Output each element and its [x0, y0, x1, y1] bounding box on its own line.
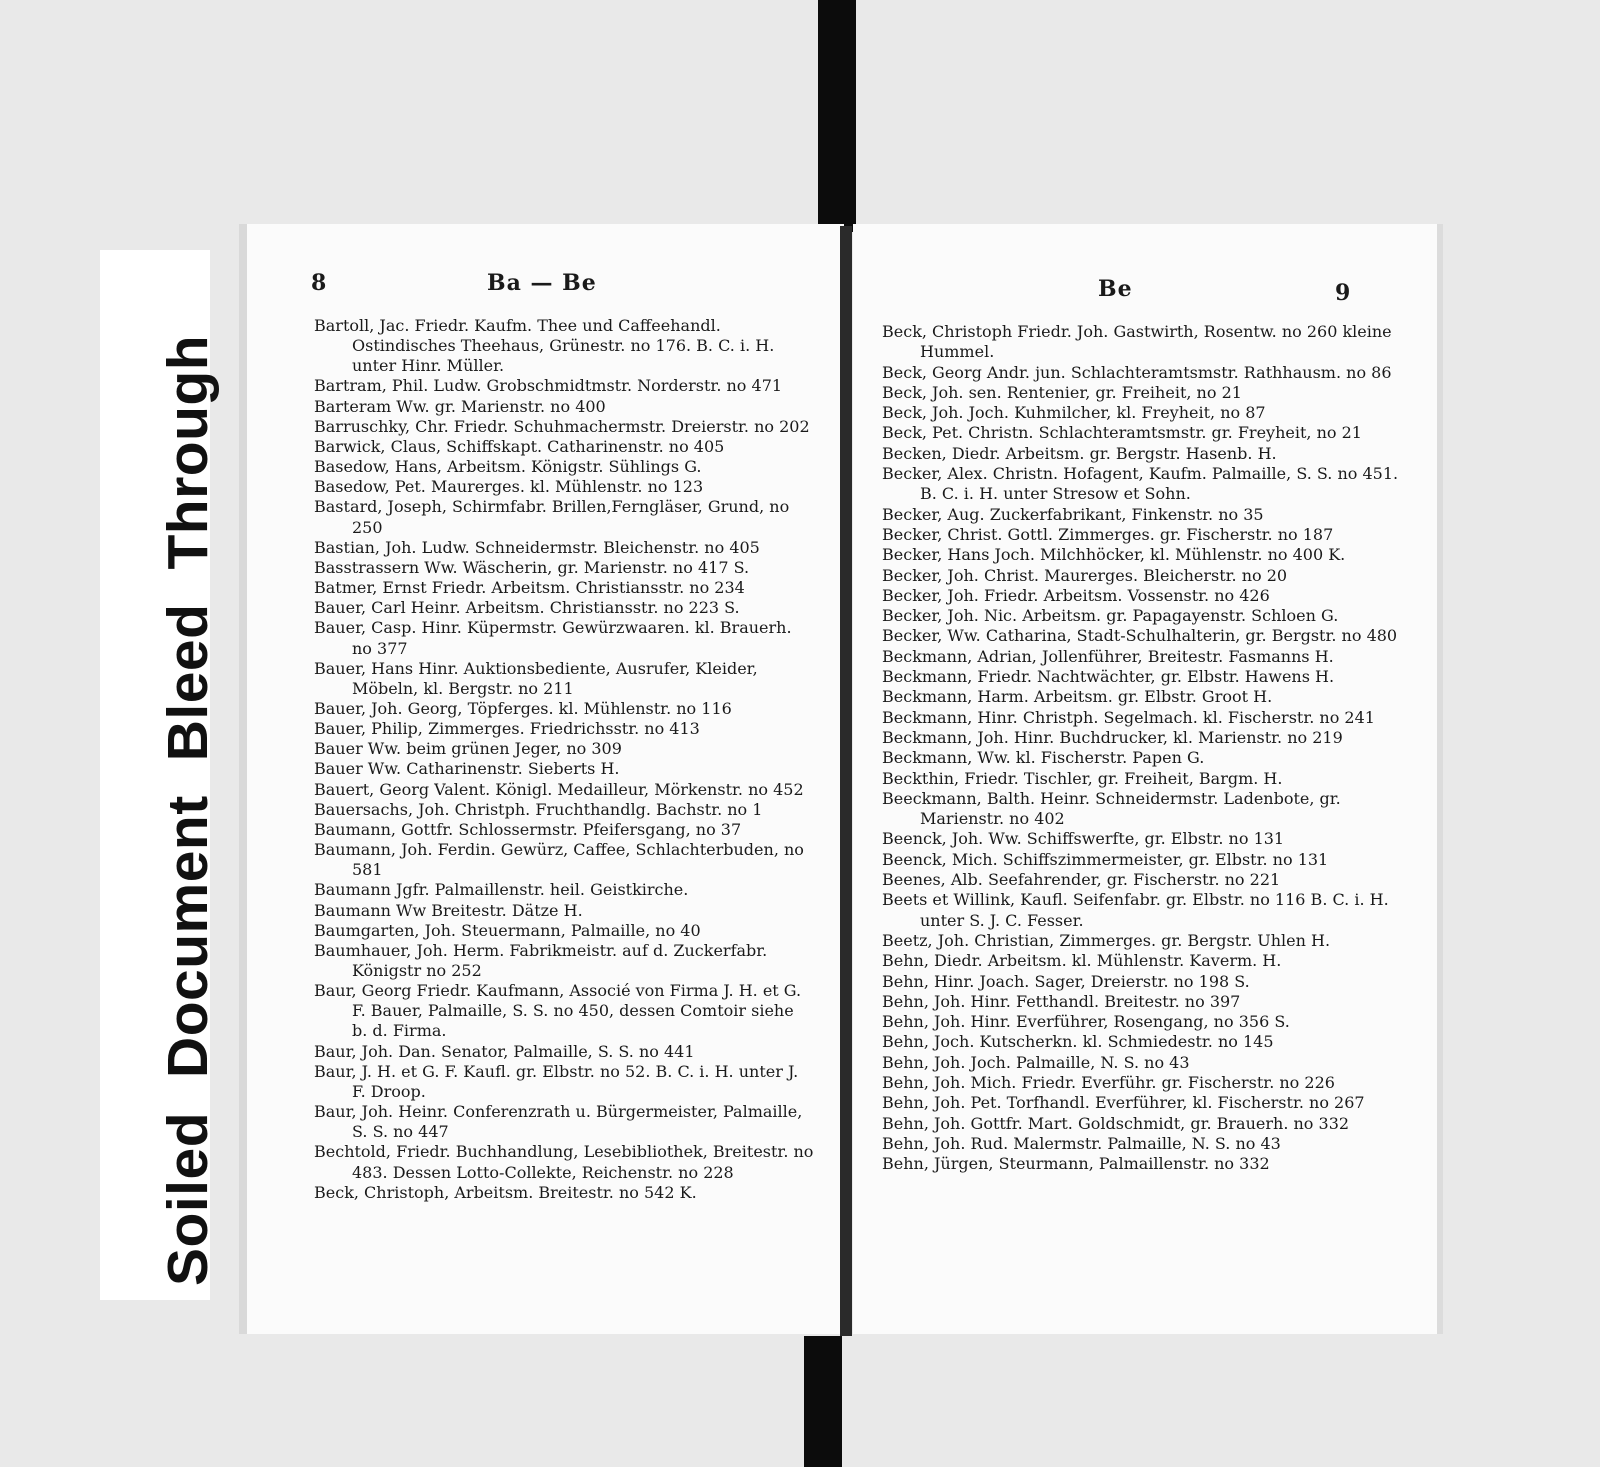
directory-entry: Bauer, Casp. Hinr. Küpermstr. Gewürzwaaren. kl. Brauerh. no 377 — [314, 618, 792, 658]
directory-entry: Beck, Georg Andr. jun. Schlachteramtsmstr. Rathhausm. no 86 — [882, 362, 1392, 382]
directory-entry: Behn, Hinr. Joach. Sager, Dreierstr. no 198 S. — [882, 971, 1250, 991]
directory-entry: Beckmann, Ww. kl. Fischerstr. Papen G. — [882, 748, 1205, 768]
directory-entry: Becker, Christ. Gottl. Zimmerges. gr. Fischerstr. no 187 — [882, 524, 1334, 544]
directory-entry: Becker, Alex. Christn. Hofagent, Kaufm. Palmaille, S. S. no 451. B. C. i. H. unter Stresow et Sohn. — [882, 464, 1399, 504]
stamp-word: Bleed — [156, 603, 220, 762]
directory-entry: Beets et Willink, Kaufl. Seifenfabr. gr. Elbstr. no 116 B. C. i. H. unter S. J. C. Fesser. — [882, 890, 1389, 930]
page-number: 9 — [1335, 280, 1351, 306]
directory-entry: Barruschky, Chr. Friedr. Schuhmachermstr. Dreierstr. no 202 — [314, 416, 810, 436]
directory-entry: Bechtold, Friedr. Buchhandlung, Lesebibliothek, Breitestr. no 483. Dessen Lotto-Collekte, Reichenstr. no 228 — [314, 1142, 814, 1182]
directory-entry: Bartram, Phil. Ludw. Grobschmidtmstr. Norderstr. no 471 — [314, 376, 783, 396]
directory-entry: Beckmann, Adrian, Jollenführer, Breitestr. Fasmanns H. — [882, 646, 1334, 666]
stamp-word: Through — [156, 334, 220, 570]
left-page — [239, 224, 844, 1334]
directory-entry: Beck, Pet. Christn. Schlachteramtsmstr. gr. Freyheit, no 21 — [882, 423, 1362, 443]
directory-entry: Becker, Joh. Christ. Maurerges. Bleicherstr. no 20 — [882, 565, 1288, 585]
directory-list — [314, 316, 814, 1203]
directory-entry: Baumann, Joh. Ferdin. Gewürz, Caffee, Schlachterbuden, no 581 — [314, 840, 804, 880]
directory-entry: Beenck, Mich. Schiffszimmermeister, gr. Elbstr. no 131 — [882, 849, 1329, 869]
directory-entry: Becker, Ww. Catharina, Stadt-Schulhalterin, gr. Bergstr. no 480 — [882, 626, 1398, 646]
directory-entry: Batmer, Ernst Friedr. Arbeitsm. Christiansstr. no 234 — [314, 578, 745, 598]
directory-entry: Barwick, Claus, Schiffskapt. Catharinenstr. no 405 — [314, 436, 725, 456]
stamp-word: Document — [156, 795, 220, 1078]
directory-entry: Baur, Georg Friedr. Kaufmann, Associé von Firma J. H. et G. F. Bauer, Palmaille, S. S. no 450, dessen Comtoir siehe b. d. Firma. — [314, 981, 802, 1041]
directory-entry: Basedow, Hans, Arbeitsm. Königstr. Sühlings G. — [314, 457, 702, 477]
directory-entry: Bauer Ww. beim grünen Jeger, no 309 — [314, 739, 622, 759]
page-number: 8 — [311, 270, 327, 296]
stamp-word: Soiled — [156, 1111, 220, 1286]
directory-entry: Behn, Joh. Mich. Friedr. Everführ. gr. Fischerstr. no 226 — [882, 1072, 1335, 1092]
directory-entry: Beeckmann, Balth. Heinr. Schneidermstr. Ladenbote, gr. Marienstr. no 402 — [882, 788, 1341, 829]
directory-entry: Beck, Christoph, Arbeitsm. Breitestr. no 542 K. — [314, 1182, 697, 1202]
directory-entry: Behn, Joh. Rud. Malermstr. Palmaille, N. S. no 43 — [882, 1133, 1281, 1153]
directory-entry: Baur, Joh. Dan. Senator, Palmaille, S. S. no 441 — [314, 1041, 695, 1061]
directory-entry: Baumgarten, Joh. Steuermann, Palmaille, no 40 — [314, 920, 701, 940]
directory-entry: Beetz, Joh. Christian, Zimmerges. gr. Bergstr. Uhlen H. — [882, 930, 1331, 950]
directory-entry: Baur, Joh. Heinr. Conferenzrath u. Bürgermeister, Palmaille, S. S. no 447 — [314, 1102, 803, 1142]
directory-entry: Behn, Joh. Hinr. Fetthandl. Breitestr. no 397 — [882, 991, 1241, 1011]
directory-entry: Beenes, Alb. Seefahrender, gr. Fischerstr. no 221 — [882, 870, 1281, 890]
directory-entry: Bauert, Georg Valent. Königl. Medailleur, Mörkenstr. no 452 — [314, 779, 804, 799]
directory-entry: Beck, Joh. sen. Rentenier, gr. Freiheit, no 21 — [882, 382, 1242, 402]
directory-entry: Behn, Joh. Gottfr. Mart. Goldschmidt, gr. Brauerh. no 332 — [882, 1113, 1350, 1133]
page-header: Be — [1098, 276, 1133, 302]
directory-entry: Beckmann, Joh. Hinr. Buchdrucker, kl. Marienstr. no 219 — [882, 727, 1343, 747]
right-page — [853, 224, 1443, 1334]
directory-entry: Barteram Ww. gr. Marienstr. no 400 — [314, 396, 606, 416]
soiled-bleed-through-stamp — [155, 301, 221, 1286]
directory-entry: Bauersachs, Joh. Christph. Fruchthandlg. Bachstr. no 1 — [314, 799, 763, 819]
directory-entry: Becker, Aug. Zuckerfabrikant, Finkenstr. no 35 — [882, 504, 1264, 524]
directory-entry: Bauer Ww. Catharinenstr. Sieberts H. — [314, 759, 620, 779]
directory-list — [882, 322, 1402, 1174]
directory-entry: Beenck, Joh. Ww. Schiffswerfte, gr. Elbstr. no 131 — [882, 829, 1285, 849]
directory-entry: Baumann Ww Breitestr. Dätze H. — [314, 900, 583, 920]
directory-entry: Bauer, Hans Hinr. Auktionsbediente, Ausrufer, Kleider, Möbeln, kl. Bergstr. no 211 — [314, 658, 758, 698]
directory-entry: Beckmann, Hinr. Christph. Segelmach. kl. Fischerstr. no 241 — [882, 707, 1375, 727]
directory-entry: Becker, Joh. Friedr. Arbeitsm. Vossenstr. no 426 — [882, 585, 1270, 605]
directory-entry: Beckmann, Harm. Arbeitsm. gr. Elbstr. Groot H. — [882, 687, 1273, 707]
directory-entry: Beck, Joh. Joch. Kuhmilcher, kl. Freyheit, no 87 — [882, 403, 1266, 423]
directory-entry: Becken, Diedr. Arbeitsm. gr. Bergstr. Hasenb. H. — [882, 443, 1277, 463]
page-header: Ba — Be — [487, 270, 597, 296]
directory-entry: Baumann, Gottfr. Schlossermstr. Pfeifersgang, no 37 — [314, 819, 742, 839]
directory-entry: Basstrassern Ww. Wäscherin, gr. Marienstr. no 417 S. — [314, 557, 750, 577]
directory-entry: Bartoll, Jac. Friedr. Kaufm. Thee und Caffeehandl. Ostindisches Theehaus, Grünestr. no 176. B. C. i. H. unter Hinr. Müller. — [314, 316, 775, 376]
directory-entry: Baur, J. H. et G. F. Kaufl. gr. Elbstr. no 52. B. C. i. H. unter J. F. Droop. — [314, 1061, 799, 1101]
directory-entry: Behn, Joh. Pet. Torfhandl. Everführer, kl. Fischerstr. no 267 — [882, 1093, 1365, 1113]
directory-entry: Becker, Joh. Nic. Arbeitsm. gr. Papagayenstr. Schloen G. — [882, 606, 1339, 626]
directory-entry: Bastard, Joseph, Schirmfabr. Brillen,Ferngläser, Grund, no 250 — [314, 497, 790, 537]
directory-entry: Behn, Diedr. Arbeitsm. kl. Mühlenstr. Kaverm. H. — [882, 951, 1282, 971]
directory-entry: Baumhauer, Joh. Herm. Fabrikmeistr. auf d. Zuckerfabr. Königstr no 252 — [314, 940, 768, 980]
directory-entry: Beck, Christoph Friedr. Joh. Gastwirth, Rosentw. no 260 kleine Hummel. — [882, 322, 1392, 362]
directory-entry: Beckthin, Friedr. Tischler, gr. Freiheit, Bargm. H. — [882, 768, 1283, 788]
book-gutter — [840, 226, 852, 1336]
directory-entry: Bauer, Joh. Georg, Töpferges. kl. Mühlenstr. no 116 — [314, 698, 732, 718]
directory-entry: Beckmann, Friedr. Nachtwächter, gr. Elbstr. Hawens H. — [882, 667, 1335, 687]
directory-entry: Becker, Hans Joch. Milchhöcker, kl. Mühlenstr. no 400 K. — [882, 545, 1346, 565]
directory-entry: Behn, Joch. Kutscherkn. kl. Schmiedestr. no 145 — [882, 1032, 1274, 1052]
directory-entry: Behn, Joh. Hinr. Everführer, Rosengang, no 356 S. — [882, 1012, 1290, 1032]
directory-entry: Behn, Joh. Joch. Palmaille, N. S. no 43 — [882, 1052, 1190, 1072]
directory-entry: Bauer, Philip, Zimmerges. Friedrichsstr. no 413 — [314, 719, 700, 739]
directory-entry: Basedow, Pet. Maurerges. kl. Mühlenstr. no 123 — [314, 477, 704, 497]
directory-entry: Behn, Jürgen, Steurmann, Palmaillenstr. no 332 — [882, 1154, 1270, 1174]
binding-clip-top — [818, 0, 856, 232]
binding-clip-bottom — [804, 1336, 842, 1467]
directory-entry: Baumann Jgfr. Palmaillenstr. heil. Geistkirche. — [314, 880, 689, 900]
directory-entry: Bauer, Carl Heinr. Arbeitsm. Christiansstr. no 223 S. — [314, 598, 740, 618]
directory-entry: Bastian, Joh. Ludw. Schneidermstr. Bleichenstr. no 405 — [314, 537, 760, 557]
